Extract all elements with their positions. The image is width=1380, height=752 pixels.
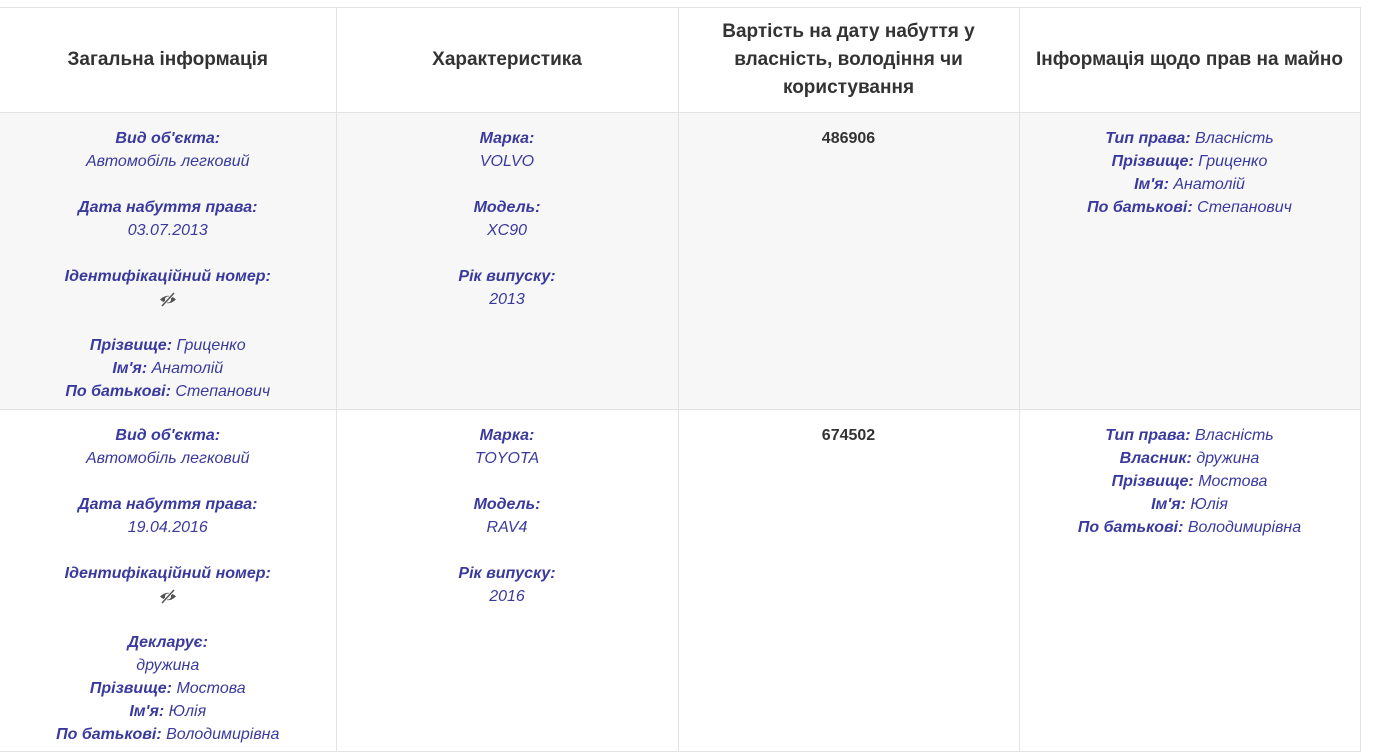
price-value: 674502	[821, 427, 876, 444]
table-header-row	[0, 8, 1360, 113]
id-number-label: Ідентифікаційний номер:	[64, 268, 271, 285]
characteristics-cell	[336, 410, 678, 752]
vehicles-table	[0, 7, 1361, 752]
surname-label: Прізвище:	[89, 337, 173, 354]
rights-name-label: Ім'я:	[1134, 176, 1169, 193]
object-type-value: Автомобіль легковий	[85, 153, 250, 170]
patronymic-label: По батькові:	[56, 726, 162, 743]
surname-label: Прізвище:	[89, 680, 172, 697]
id-number-label: Ідентифікаційний номер:	[64, 565, 271, 582]
year-label: Рік випуску:	[458, 565, 556, 582]
model-label: Модель:	[473, 199, 541, 216]
rights-name-label: Ім'я:	[1151, 496, 1186, 513]
eye-slash-icon[interactable]	[158, 585, 178, 608]
right-type-value: Власність	[1195, 427, 1274, 444]
owner-label: Власник:	[1119, 450, 1192, 467]
acq-date-label: Дата набуття права:	[78, 199, 258, 216]
brand-value: TOYOTA	[474, 450, 540, 467]
model-value: RAV4	[486, 519, 528, 536]
brand-label: Марка:	[479, 427, 535, 444]
rights-name-value: Анатолій	[1173, 176, 1245, 193]
owner-value: дружина	[1196, 450, 1260, 467]
header-characteristics: Характеристика	[336, 8, 678, 113]
patronymic-label: По батькові:	[65, 383, 171, 400]
price-value: 486906	[821, 130, 876, 147]
rights-patronymic-label: По батькові:	[1077, 519, 1184, 536]
vehicles-table-wrapper	[0, 7, 1360, 752]
name-value: Юлія	[168, 703, 207, 720]
declarant-value: дружина	[136, 657, 200, 674]
rights-surname-value: Гриценко	[1198, 153, 1268, 170]
object-type-value: Автомобіль легковий	[85, 450, 250, 467]
brand-label: Марка:	[479, 130, 535, 147]
surname-value: Мостова	[176, 680, 246, 697]
table-row	[0, 113, 1360, 410]
right-type-label: Тип права:	[1105, 130, 1191, 147]
table-row	[0, 410, 1360, 752]
general-info-cell	[0, 410, 336, 752]
rights-name-value: Юлія	[1190, 496, 1228, 513]
eye-slash-icon[interactable]	[158, 288, 178, 311]
value-cell	[678, 113, 1019, 410]
name-label: Ім'я:	[129, 703, 165, 720]
year-value: 2016	[489, 588, 525, 605]
model-label: Модель:	[473, 496, 541, 513]
right-type-value: Власність	[1195, 130, 1274, 147]
right-type-label: Тип права:	[1105, 427, 1191, 444]
acq-date-label: Дата набуття права:	[78, 496, 258, 513]
header-value: Вартість на дату набуття у власність, володіння чи користування	[678, 8, 1019, 113]
surname-value: Гриценко	[176, 337, 246, 354]
value-cell	[678, 410, 1019, 752]
rights-patronymic-value: Володимирівна	[1187, 519, 1302, 536]
name-label: Ім'я:	[112, 360, 148, 377]
rights-patronymic-label: По батькові:	[1087, 199, 1193, 216]
acq-date-value: 03.07.2013	[127, 222, 208, 239]
year-label: Рік випуску:	[458, 268, 556, 285]
header-general-info: Загальна інформація	[0, 8, 336, 113]
object-type-label: Вид об'єкта:	[115, 427, 221, 444]
object-type-label: Вид об'єкта:	[115, 130, 221, 147]
characteristics-cell	[336, 113, 678, 410]
rights-info-cell	[1019, 113, 1360, 410]
model-value: XC90	[486, 222, 528, 239]
rights-surname-label: Прізвище:	[1111, 153, 1194, 170]
year-value: 2013	[489, 291, 525, 308]
rights-patronymic-value: Степанович	[1197, 199, 1292, 216]
patronymic-value: Степанович	[175, 383, 271, 400]
patronymic-value: Володимирівна	[166, 726, 280, 743]
general-info-cell	[0, 113, 336, 410]
declarant-label: Декларує:	[127, 634, 208, 651]
name-value: Анатолій	[151, 360, 224, 377]
header-rights-info: Інформація щодо прав на майно	[1019, 8, 1360, 113]
brand-value: VOLVO	[479, 153, 535, 170]
acq-date-value: 19.04.2016	[127, 519, 208, 536]
rights-surname-value: Мостова	[1198, 473, 1268, 490]
rights-surname-label: Прізвище:	[1111, 473, 1194, 490]
rights-info-cell	[1019, 410, 1360, 752]
